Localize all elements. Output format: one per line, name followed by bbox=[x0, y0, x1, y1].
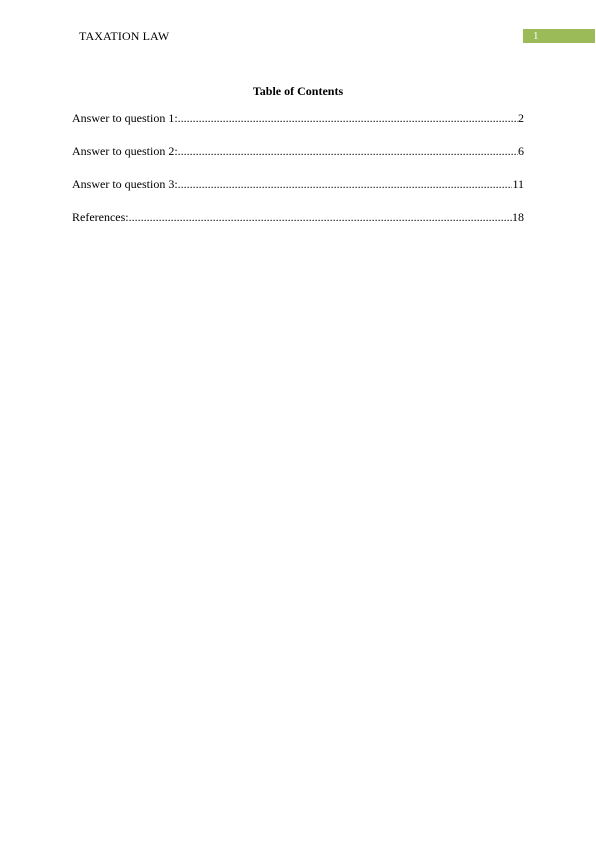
header-title: TAXATION LAW bbox=[79, 29, 170, 43]
page-number-badge: 1 bbox=[523, 29, 595, 43]
toc-entry-page: 6 bbox=[518, 144, 524, 158]
toc-entry-page: 2 bbox=[518, 111, 524, 125]
toc-entry-label: Answer to question 2: bbox=[72, 144, 178, 158]
toc-entry-label: Answer to question 3: bbox=[72, 177, 178, 191]
toc-entry-label: Answer to question 1: bbox=[72, 111, 178, 125]
toc-dot-leader bbox=[178, 177, 513, 191]
toc-dot-leader bbox=[178, 111, 518, 125]
toc-entry[interactable] bbox=[72, 210, 524, 243]
toc-dot-leader bbox=[129, 210, 512, 224]
toc-list bbox=[72, 111, 524, 243]
toc-entry[interactable] bbox=[72, 111, 524, 144]
toc-entry-label: References: bbox=[72, 210, 129, 224]
toc-entry[interactable] bbox=[72, 144, 524, 177]
toc-heading: Table of Contents bbox=[252, 84, 344, 98]
toc-dot-leader bbox=[178, 144, 518, 158]
toc-entry[interactable] bbox=[72, 177, 524, 210]
toc-entry-page: 18 bbox=[512, 210, 524, 224]
toc-entry-page: 11 bbox=[512, 177, 524, 191]
